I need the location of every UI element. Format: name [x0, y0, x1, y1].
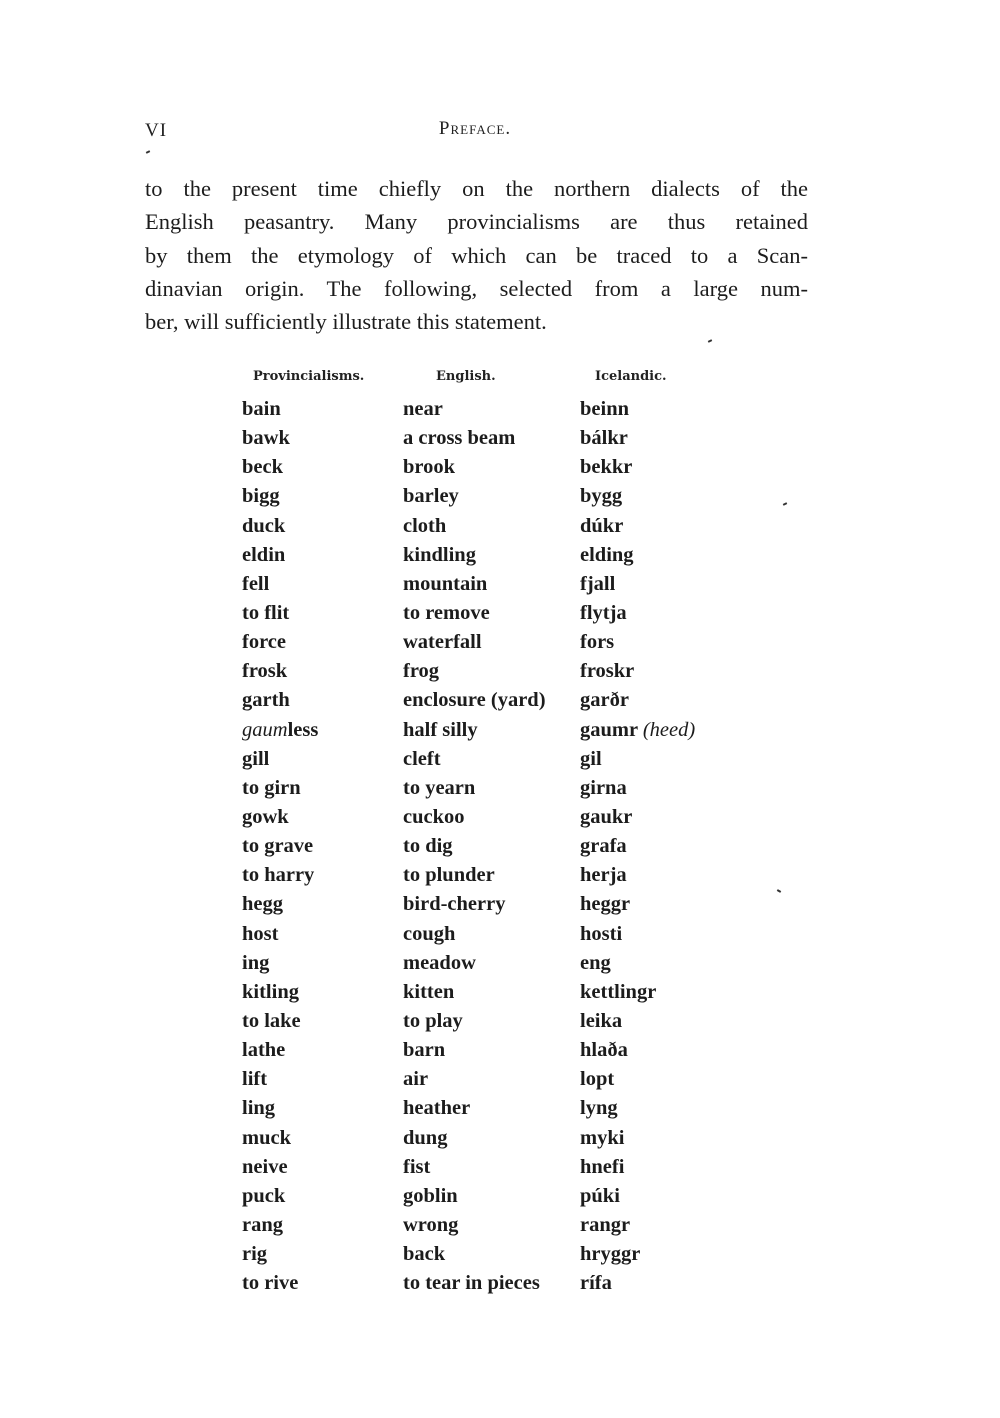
- cell-english: heather: [403, 1097, 471, 1120]
- table-row: [0, 1241, 1000, 1270]
- table-row: [0, 542, 1000, 571]
- cell-icelandic: beinn: [580, 398, 629, 420]
- italic-fragment: gaum: [242, 718, 288, 741]
- cell-icelandic: fjall: [580, 572, 616, 595]
- table-row: [0, 1212, 1000, 1241]
- cell-provincialism: to grave: [242, 835, 314, 858]
- cell-english: kitten: [403, 980, 455, 1003]
- cell-icelandic: bygg: [580, 485, 623, 508]
- cell-provincialism: duck: [242, 514, 286, 537]
- body-paragraph: [145, 172, 808, 338]
- cell-icelandic: gil: [580, 747, 602, 770]
- cell-provincialism: rang: [242, 1213, 283, 1236]
- cell-english: to plunder: [403, 864, 495, 887]
- cell-icelandic: froskr: [580, 660, 635, 683]
- cell-english: cough: [403, 922, 456, 945]
- table-row: [0, 833, 1000, 862]
- cell-provincialism: bain: [242, 398, 281, 420]
- cell-english: brook: [403, 456, 456, 479]
- table-row: [0, 979, 1000, 1008]
- table-row: [0, 862, 1000, 891]
- cell-icelandic: kettlingr: [580, 980, 657, 1003]
- text-fragment: gaumr: [580, 718, 638, 741]
- body-line: English peasantry. Many provincialisms are thus retained: [145, 209, 808, 235]
- header-provincialisms: Provincialisms.: [253, 369, 365, 384]
- cell-provincialism: host: [242, 922, 279, 945]
- cell-icelandic: hryggr: [580, 1243, 641, 1266]
- cell-provincialism: frosk: [242, 660, 288, 683]
- cell-provincialism: to rive: [242, 1272, 299, 1295]
- cell-provincialism: puck: [242, 1184, 286, 1207]
- cell-english: cleft: [403, 747, 441, 770]
- cell-english: meadow: [403, 951, 476, 974]
- cell-provincialism: fell: [242, 572, 270, 595]
- cell-provincialism: rig: [242, 1243, 268, 1266]
- cell-icelandic: rangr: [580, 1213, 631, 1236]
- cell-provincialism: eldin: [242, 543, 286, 566]
- cell-provincialism: garth: [242, 689, 290, 712]
- cell-english: bird-cherry: [403, 893, 506, 916]
- running-head: [0, 116, 1000, 146]
- scan-speck: [146, 150, 150, 154]
- cell-english: frog: [403, 660, 440, 683]
- table-row: [0, 1037, 1000, 1066]
- cell-provincialism: lift: [242, 1068, 268, 1091]
- body-line: by them the etymology of which can be traced to a Scan-: [145, 242, 808, 268]
- cell-icelandic: rífa: [580, 1272, 612, 1295]
- cell-english: half silly: [403, 718, 478, 741]
- table-row: [0, 1270, 1000, 1299]
- table-row: [0, 1125, 1000, 1154]
- cell-icelandic: fors: [580, 631, 615, 654]
- cell-icelandic: hlaða: [580, 1039, 628, 1062]
- cell-english: to tear in pieces: [403, 1272, 540, 1295]
- cell-icelandic: bálkr: [580, 427, 628, 450]
- cell-english: to remove: [403, 601, 490, 624]
- cell-provincialism: gowk: [242, 805, 289, 828]
- cell-english: waterfall: [403, 631, 482, 654]
- page-number: VI: [145, 120, 168, 141]
- table-row: [0, 717, 1000, 746]
- cell-english: dung: [403, 1126, 448, 1149]
- cell-icelandic: hnefi: [580, 1155, 625, 1178]
- table-row: [0, 1008, 1000, 1037]
- cell-icelandic: flytja: [580, 601, 627, 624]
- table-row: [0, 950, 1000, 979]
- cell-icelandic: grafa: [580, 835, 627, 858]
- cell-provincialism: to lake: [242, 1009, 301, 1032]
- table-row: [0, 804, 1000, 833]
- table-row: [0, 483, 1000, 512]
- cell-english: fist: [403, 1155, 431, 1178]
- cell-provincialism: to flit: [242, 601, 290, 624]
- cell-icelandic: púki: [580, 1184, 620, 1207]
- cell-icelandic: eng: [580, 951, 611, 974]
- cell-icelandic: elding: [580, 543, 634, 566]
- cell-english: back: [403, 1243, 446, 1266]
- cell-english: to dig: [403, 835, 453, 858]
- cell-english: enclosure (yard): [403, 689, 546, 712]
- text-fragment: less: [287, 718, 319, 741]
- table-row: [0, 1095, 1000, 1124]
- table-row: [0, 396, 1000, 425]
- cell-english: to yearn: [403, 776, 476, 799]
- cell-provincialism: force: [242, 631, 287, 654]
- cell-provincialism: muck: [242, 1126, 291, 1149]
- body-line: to the present time chiefly on the northern dialects of the: [145, 176, 808, 201]
- cell-icelandic: lopt: [580, 1068, 615, 1091]
- body-line: dinavian origin. The following, selected from a large num-: [145, 275, 808, 301]
- table-row: [0, 921, 1000, 950]
- cell-icelandic: bekkr: [580, 456, 633, 479]
- cell-icelandic: lyng: [580, 1097, 618, 1120]
- cell-provincialism: lathe: [242, 1039, 286, 1062]
- cell-provincialism: bigg: [242, 485, 280, 508]
- header-english: English.: [436, 369, 496, 384]
- cell-provincialism: bawk: [242, 427, 290, 450]
- cell-provincialism: ing: [242, 951, 270, 974]
- table-row: [0, 571, 1000, 600]
- table-row: [0, 746, 1000, 775]
- table-header: [0, 365, 1000, 389]
- cell-english: near: [403, 398, 443, 420]
- table-row: [0, 891, 1000, 920]
- cell-icelandic: myki: [580, 1126, 625, 1149]
- table-row: [0, 600, 1000, 629]
- cell-icelandic: leika: [580, 1009, 623, 1032]
- table-row: [0, 425, 1000, 454]
- cell-icelandic: herja: [580, 864, 627, 887]
- cell-english: mountain: [403, 572, 488, 595]
- cell-provincialism: kitling: [242, 980, 299, 1003]
- table-row: [0, 658, 1000, 687]
- table-row: [0, 454, 1000, 483]
- cell-icelandic: dúkr: [580, 514, 624, 537]
- cell-icelandic: heggr: [580, 893, 631, 916]
- table-row: [0, 687, 1000, 716]
- cell-provincialism: hegg: [242, 893, 283, 916]
- table-row: [0, 1183, 1000, 1212]
- cell-english: goblin: [403, 1184, 458, 1207]
- cell-english: to play: [403, 1009, 463, 1032]
- cell-english: a cross beam: [403, 427, 516, 450]
- cell-provincialism: ling: [242, 1097, 276, 1120]
- table-row: [0, 775, 1000, 804]
- body-line: ber, will sufficiently illustrate this statement.: [145, 309, 547, 335]
- cell-provincialism: [242, 719, 318, 742]
- cell-icelandic: gaukr: [580, 805, 633, 828]
- cell-english: barn: [403, 1039, 446, 1062]
- cell-provincialism: gill: [242, 747, 270, 770]
- running-title: Preface.: [438, 118, 512, 139]
- cell-english: cloth: [403, 514, 447, 537]
- cell-english: cuckoo: [403, 805, 465, 828]
- cell-icelandic: hosti: [580, 922, 623, 945]
- cell-english: air: [403, 1068, 429, 1091]
- cell-english: wrong: [403, 1213, 459, 1236]
- cell-english: kindling: [403, 543, 476, 566]
- header-icelandic: Icelandic.: [595, 369, 667, 384]
- cell-provincialism: to harry: [242, 864, 315, 887]
- table-row: [0, 513, 1000, 542]
- cell-english: barley: [403, 485, 459, 508]
- table-row: [0, 1154, 1000, 1183]
- cell-icelandic: garðr: [580, 689, 629, 712]
- cell-provincialism: neive: [242, 1155, 288, 1178]
- scan-speck: [708, 339, 712, 343]
- cell-provincialism: beck: [242, 456, 283, 479]
- table-row: [0, 629, 1000, 658]
- cell-provincialism: to girn: [242, 776, 301, 799]
- gloss-note: (heed): [642, 718, 696, 741]
- table-row: [0, 1066, 1000, 1095]
- cell-icelandic: [580, 719, 695, 742]
- table-body: [0, 396, 1000, 1299]
- cell-icelandic: girna: [580, 776, 627, 799]
